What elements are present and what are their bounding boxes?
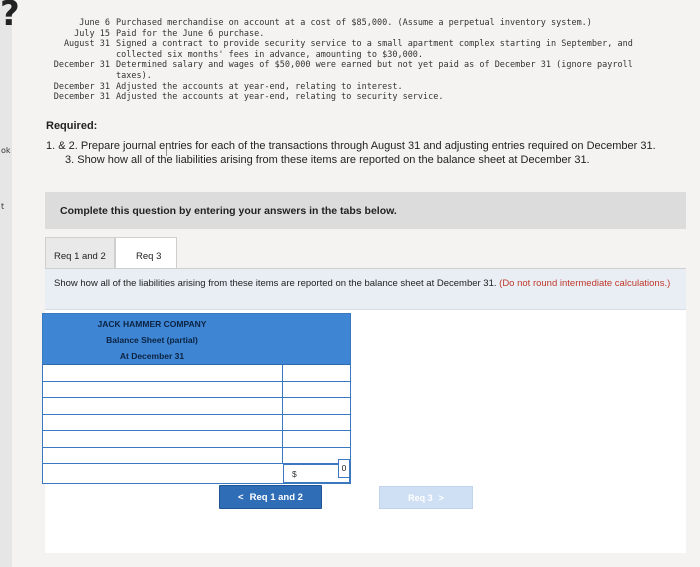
table-row (43, 415, 350, 432)
statement-title: Balance Sheet (partial) (106, 335, 198, 345)
required-instructions (46, 139, 686, 167)
problem-statement (42, 18, 633, 103)
tab-req-1-and-2[interactable] (45, 237, 115, 270)
liability-amount-input[interactable] (283, 367, 350, 383)
balance-sheet-header (43, 314, 350, 365)
liability-amount-input[interactable] (283, 417, 350, 433)
complete-question-text: Complete this question by entering your answers in the tabs below. (60, 205, 397, 217)
liability-label-input[interactable] (43, 417, 282, 433)
problem-line: December 31 Adjusted the accounts at year-end, relating to interest. (53, 81, 403, 92)
liability-amount-input[interactable] (283, 433, 350, 449)
required-heading: Required: (46, 120, 98, 132)
edge-glyph-ok: ok (1, 146, 11, 155)
panel-note: (Do not round intermediate calculations.) (499, 278, 671, 289)
tab-req-3[interactable] (115, 237, 177, 270)
problem-line: taxes). (116, 70, 152, 81)
problem-line: August 31 Signed a contract to provide security service to a small apartment complex starting in September, and (63, 39, 633, 50)
problem-line: July 15 Paid for the June 6 purchase. (74, 28, 265, 39)
table-row (43, 398, 350, 415)
panel-instruction-box (45, 269, 686, 310)
problem-line: December 31 Determined salary and wages of $50,000 were earned but not yet paid as of December 31 (ignore payroll (53, 60, 633, 71)
total-row (43, 464, 350, 483)
liability-amount-input[interactable] (283, 400, 350, 416)
tab-label: Req 3 (136, 251, 162, 262)
statement-date: At December 31 (119, 351, 185, 361)
liability-amount-input[interactable] (283, 384, 350, 400)
total-currency: $ (292, 469, 297, 479)
chevron-left-icon: < (238, 491, 244, 503)
liability-label-input[interactable] (43, 400, 282, 416)
table-row (43, 431, 350, 448)
problem-line: December 31 Adjusted the accounts at year-end, relating to security service. (53, 92, 444, 103)
total-value: 0 (338, 459, 350, 478)
left-edge-strip (0, 0, 12, 567)
problem-line: collected six months' fees in advance, amounting to $30,000. (116, 49, 424, 60)
liability-label-input[interactable] (43, 367, 282, 383)
company-name: JACK HAMMER COMPANY (97, 319, 207, 329)
complete-question-banner (45, 192, 686, 229)
prev-tab-label: Req 1 and 2 (249, 491, 303, 503)
table-row (43, 382, 350, 399)
question-mark-icon: ? (0, 0, 20, 34)
total-label-cell (43, 464, 283, 483)
next-tab-button[interactable] (379, 486, 473, 509)
prev-tab-button[interactable] (219, 485, 322, 509)
next-tab-label: Req 3 (408, 492, 433, 503)
tab-label: Req 1 and 2 (54, 251, 106, 262)
text-cursor-icon (166, 144, 173, 156)
chevron-right-icon: > (438, 492, 444, 503)
liability-label-input[interactable] (43, 450, 282, 466)
liability-label-input[interactable] (43, 384, 282, 400)
problem-line: June 6 Purchased merchandise on account at a cost of $85,000. (Assume a perpetual inventory system.) (79, 18, 592, 28)
table-row (43, 365, 350, 382)
liability-label-input[interactable] (43, 433, 282, 449)
instruction-line-1: 1. & 2. Prepare journal entries for each of the transactions through August 31 and adjusting entries required on December 31. (46, 140, 656, 152)
edge-glyph-t: t (1, 202, 5, 211)
instruction-line-2: 3. Show how all of the liabilities arising from these items are reported on the balance sheet at December 31. (65, 154, 590, 166)
balance-sheet-table (42, 313, 351, 484)
panel-instruction: Show how all of the liabilities arising from these items are reported on the balance sheet at December 31. (54, 278, 497, 289)
table-row (43, 448, 350, 465)
